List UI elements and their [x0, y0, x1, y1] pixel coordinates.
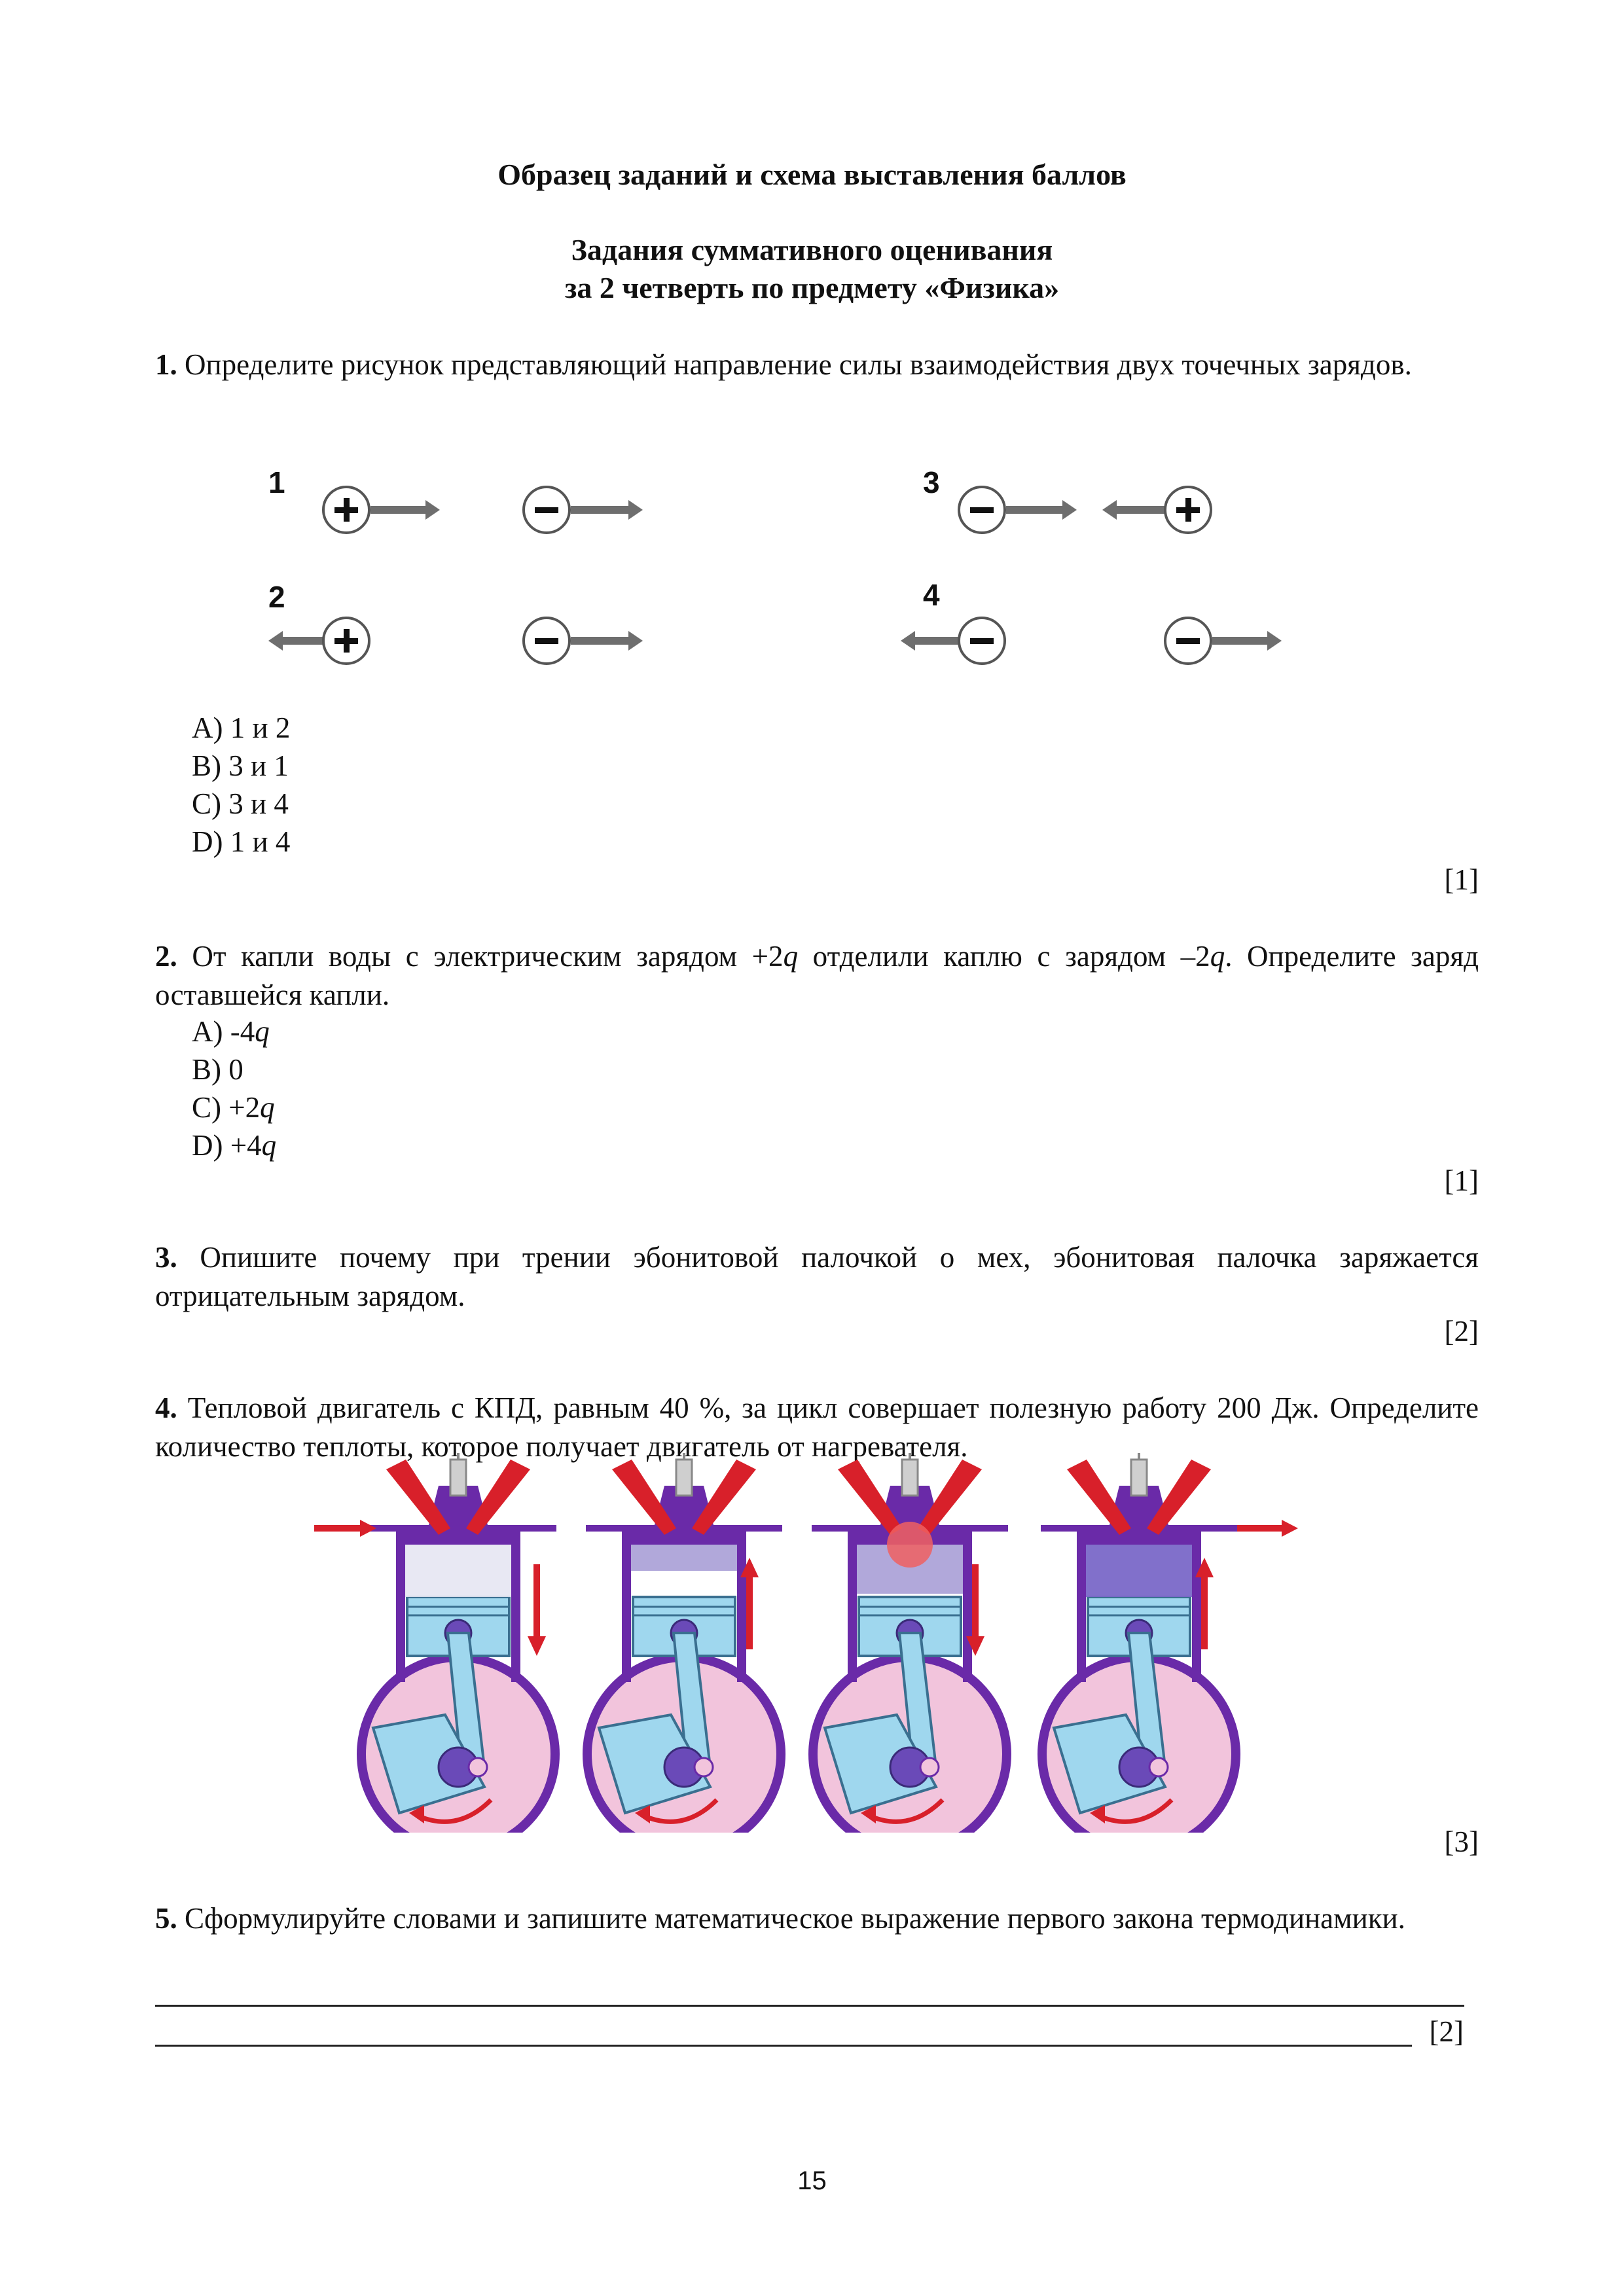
- positive-charge-icon: [322, 486, 370, 534]
- option-d: D) +4q: [192, 1129, 277, 1162]
- option-c: C) +2q: [192, 1091, 275, 1124]
- force-arrow-left: [914, 637, 961, 645]
- force-arrow-right: [370, 506, 427, 514]
- question-2-text-a: От капли воды с электрическим зарядом +2: [192, 940, 784, 973]
- engine-exhaust-stroke: [1041, 1453, 1298, 1833]
- option-a: A) -4q: [192, 1015, 270, 1048]
- figure-label-4: 4: [923, 578, 940, 612]
- question-2-score: [1]: [1444, 1164, 1479, 1197]
- force-arrow-left: [1115, 506, 1169, 514]
- engine-intake-stroke: [314, 1453, 556, 1833]
- answer-line-2: [155, 2045, 1412, 2047]
- page-number: 15: [797, 2166, 827, 2195]
- question-5-number: 5.: [155, 1902, 177, 1935]
- question-4-score: [3]: [1444, 1825, 1479, 1858]
- option-b: B) 0: [192, 1053, 244, 1086]
- force-arrow-right: [571, 637, 630, 645]
- question-2: [155, 937, 1479, 1014]
- question-1: [155, 346, 1479, 384]
- question-1-score: [1]: [1444, 863, 1479, 896]
- figure-label-1: 1: [268, 465, 285, 499]
- option-a: A) 1 и 2: [192, 711, 291, 744]
- page-subtitle-line2: за 2 четверть по предмету «Физика»: [564, 271, 1060, 304]
- engine-strokes-figure: [0, 1453, 1624, 1833]
- negative-charge-icon: [1164, 617, 1212, 665]
- negative-charge-icon: [958, 486, 1006, 534]
- force-arrow-left: [281, 637, 326, 645]
- engine-compression-stroke: [586, 1453, 782, 1833]
- page-heading: Образец заданий и схема выставления баллов: [497, 158, 1127, 191]
- question-3-text: Опишите почему при трении эбонитовой палочкой о мех, эбонитовая палочка заряжается отрицательным зарядом.: [155, 1241, 1479, 1312]
- question-3-score: [2]: [1444, 1315, 1479, 1348]
- negative-charge-icon: [522, 617, 571, 665]
- question-5-score: [2]: [1429, 2015, 1464, 2048]
- question-3-number: 3.: [155, 1241, 177, 1274]
- question-2-text-b: отделили каплю с зарядом –2: [798, 940, 1210, 973]
- option-d: D) 1 и 4: [192, 825, 291, 858]
- option-c: C) 3 и 4: [192, 787, 289, 820]
- engine-power-stroke: [812, 1453, 1008, 1833]
- figure-label-3: 3: [923, 465, 940, 499]
- positive-charge-icon: [1164, 486, 1212, 534]
- force-arrow-right: [1006, 506, 1064, 514]
- negative-charge-icon: [958, 617, 1006, 665]
- question-4-number: 4.: [155, 1391, 177, 1424]
- question-2-number: 2.: [155, 940, 177, 973]
- question-1-options: [192, 709, 290, 861]
- charge-variable: q: [783, 940, 799, 973]
- question-2-options: [192, 1013, 276, 1164]
- page-subtitle-line1: Задания суммативного оценивания: [571, 233, 1053, 266]
- force-arrow-right: [571, 506, 630, 514]
- question-3: [155, 1238, 1479, 1316]
- figure-label-2: 2: [268, 580, 285, 614]
- answer-line-1: [155, 2005, 1464, 2007]
- negative-charge-icon: [522, 486, 571, 534]
- charges-figure: [0, 452, 1624, 687]
- question-4-text: Тепловой двигатель с КПД, равным 40 %, за цикл совершает полезную работу 200 Дж. Определите количество теплоты, которое получает двигатель от нагревателя.: [155, 1391, 1479, 1463]
- charge-variable: q: [1210, 940, 1225, 973]
- positive-charge-icon: [322, 617, 370, 665]
- force-arrow-right: [1212, 637, 1269, 645]
- question-5-text: Сформулируйте словами и запишите математическое выражение первого закона термодинамики.: [185, 1902, 1405, 1935]
- option-b: B) 3 и 1: [192, 749, 289, 782]
- question-2-text-c: . Определите заряд оставшейся капли.: [155, 940, 1479, 1011]
- question-1-number: 1.: [155, 348, 177, 381]
- question-5: [155, 1899, 1479, 1938]
- question-1-text: Определите рисунок представляющий направление силы взаимодействия двух точечных зарядов.: [185, 348, 1412, 381]
